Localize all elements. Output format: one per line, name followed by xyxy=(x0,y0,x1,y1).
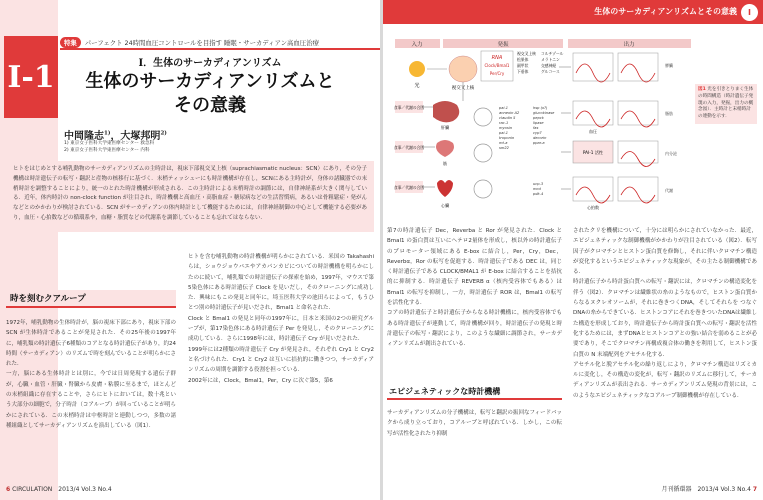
liver2-gene-6: cyp7 xyxy=(533,131,542,135)
series-line xyxy=(60,37,319,48)
adipose-label: 脂肪 xyxy=(665,111,673,116)
liver-gene-8: mt-a xyxy=(499,141,508,145)
liver-gene-4: rac-1 xyxy=(499,121,509,125)
output-panel-7 xyxy=(618,177,658,201)
author-1-sup: 1) xyxy=(104,130,111,137)
running-header xyxy=(383,0,763,24)
author-2: ，大塚邦明 xyxy=(110,131,161,142)
liver-gene-1: pai-1 xyxy=(499,106,509,110)
sun-icon xyxy=(409,61,425,77)
heart-gene-1: ucp-3 xyxy=(533,182,544,186)
figure-caption-number: 図1 xyxy=(698,87,706,92)
chapter-tab: I-1 xyxy=(4,36,58,118)
food-cue-2: 食事／代謝の合図 xyxy=(393,145,425,150)
affiliation-1: 1) 東京女子医科大学東医療センター 救急科 xyxy=(64,141,155,146)
right-body-column-2: されたクリを機構について，十分には明らかにされていなかった．最近，エピジェネティックな制御機構がかかわりが注目されている（図2）．転写因子がクロマチンとヒストン蛋白質を修飾し，それに伴いクロマチン構造が変化するというエピジェネティックな現象が，その主たる制御機構である． 時計遺伝子から時計蛋白質への転写・翻訳には，クロマチンの構造変化を伴う（図2）．クロマチンは繊維状の糸のようなもので，ヒストン蛋白質からなるヌクレオソームが，それに巻きつくDNA，そしてそれらを つなぐDNAの糸からできている．ヒストンコアにそれを巻きついたDNAは繊維した構造を形成しており，時計遺伝子から時計蛋白質への転写・翻訳を活性化するためには，まずDNAとヒストンコアとの強い結合を弱めることが必要であり，そこでクロマチン再構成複合体の働きを利用して，ヒストン蛋白質の N 末端配列をアセチル化する． アセチル化と脱アセチル化の繰り返しにより，クロマチン構造はリズミカルに変化し，その構造の変化が，転写・翻訳のリズムに移行して，サーカディアンリズムが表出される．サーカディアンリズム発現の背景には，このようなエピジェネティックなコアループ制御機構が存在している． xyxy=(573,228,757,399)
osc-header: 発振 xyxy=(497,42,509,48)
right-footer xyxy=(661,484,757,493)
right-organ-labels xyxy=(665,62,678,193)
percry-label: Per/Cry xyxy=(489,71,505,76)
input-header: 入力 xyxy=(411,42,423,48)
title-line-2: その意義 xyxy=(174,95,246,116)
right-page-number: 7 xyxy=(752,486,757,493)
liver-gene-9: sm22 xyxy=(499,146,509,150)
food-cue-1: 食事／代謝の合図 xyxy=(393,105,425,110)
affiliation-2: 2) 東京女子医科大学東医療センター 内科 xyxy=(64,148,150,153)
gene-scn-3: 副甲状 xyxy=(517,63,529,68)
author-1: 中岡隆志 xyxy=(64,131,104,142)
clock-loop-liver-icon xyxy=(474,108,492,126)
right-page xyxy=(383,0,763,500)
liver-gene-2: annexin A2 xyxy=(499,111,520,115)
light-label: 光 xyxy=(414,83,420,89)
output-header: 出力 xyxy=(623,42,635,48)
section-label: I．生体のサーカディアンリズム xyxy=(138,58,282,69)
head-icon xyxy=(449,56,477,82)
article-title xyxy=(60,70,360,118)
output-panel-2 xyxy=(618,53,658,81)
liver-genes xyxy=(498,106,555,196)
figure-caption xyxy=(695,84,757,124)
figure-1 xyxy=(393,37,693,217)
liver2-gene-4: lipase xyxy=(533,121,544,125)
right-body-column-1b: サーカディアンリズムの分子機構は，転写と翻訳の振回なフィードバックから成り立っており，コアループと呼ばれている．しかし，この転写が活性化されたり抑制 xyxy=(387,410,562,437)
output-panel-4 xyxy=(618,101,658,125)
liver-gene-7: troponin xyxy=(499,136,515,140)
liver2-gene-2: glucokinase xyxy=(533,111,555,115)
left-page-number: 6 xyxy=(6,486,11,493)
muscle-icon xyxy=(436,140,454,157)
rna-label: RNA xyxy=(491,55,503,61)
hormone-3: 交感神経 xyxy=(541,63,557,68)
feature-badge: 特集 xyxy=(60,37,81,48)
liver2-gene-7: decorin xyxy=(533,136,547,140)
left-page xyxy=(0,0,380,500)
figure-1-diagram xyxy=(393,37,693,217)
output-label-2: 心拍数 xyxy=(587,205,599,210)
gene-scn-4: 下垂体 xyxy=(517,69,529,74)
author-2-sup: 2) xyxy=(160,130,167,137)
output-panel-3 xyxy=(573,101,613,125)
left-journal: CIRCULATION 2013/4 Vol.3 No.4 xyxy=(12,486,112,493)
heart-gene-2: mcd xyxy=(533,187,541,191)
section-heading: 時を刻むクアループ xyxy=(6,290,176,306)
series-text: パーフェクト 24時間血圧コントロールを目指す 睡眠・サーカディアン高血圧治療 xyxy=(84,39,319,47)
liver-label: 肝臓 xyxy=(440,125,450,130)
liver-gene-3: claudin 5 xyxy=(499,116,516,120)
body-column-2: ヒトを含む哺乳動物の時計機構が明らかにされている．米国の Takahashi らは，ショウジョウバエやアカパンカビについての時計機構を明らかにしたのに続いて，哺乳類での時計遺伝子の探索を始め，1997年，マウスで第5染色体にある時計遺伝子 Clock を見いだし，そのクローニングに成功した．興味にもこの発見と同年に，埼玉医科大学の池田らによって，もうひとつ別の時計遺伝子が見いだされ，Bmal1 と命名された． Clock と Bmal1 の発見と同年の1997年に，日本と米国の2つの研究グループが，第17染色体にある時計遺伝子 Per を発見し，そのクローニングに成功している．さらに1998年には，時計遺伝子 Cry が見いだされた． 1999年には2種類の時計遺伝子 Cry が発見され，それぞれ Cry1 と Cry2 と名づけられた．Cry1 と Cry2 は互いに拮抗的に働きつつ，サーカディアンリズムの周期を調節する役割を担っている． 2002年には，Clock，Bmal1，Per，Cry に次ぐ第5，第6 xyxy=(188,254,374,384)
header-rule xyxy=(60,48,380,50)
clock-label: Clock/Bmal1 xyxy=(484,63,510,68)
hormone-2: メラトニン xyxy=(541,57,560,62)
scn-label: 視交叉上核 xyxy=(451,86,475,91)
liver2-gene-1: hsp (x?) xyxy=(533,106,548,110)
pai1-label: PAI-1 活性 xyxy=(582,150,604,155)
gene-scn-2: 松果体 xyxy=(517,57,529,62)
heart-gene-3: pdk-4 xyxy=(533,192,544,196)
output-panel-6 xyxy=(573,177,613,201)
liver-gene-5: myosin xyxy=(499,126,512,130)
output-label-4: 代謝 xyxy=(665,188,673,193)
hormone-1: コルチゾール xyxy=(541,51,564,56)
pancreas-label: 膵臓 xyxy=(665,63,673,68)
figure-caption-text: 光を引きとりまく生体の時間構造（時計遺伝子発現の入力，発振，出力の概念図）．主時計と末梢時計の連動を示す． xyxy=(698,87,754,120)
heart-label: 心臓 xyxy=(440,203,450,208)
liver2-gene-5: fas xyxy=(533,126,539,130)
body-column-1: 1972年，哺乳動物の生体時計が，脳の視床下部にあり，視床下部の SCN が生体時計であることが発見された．その25年後の1997年に，哺乳類の時計遺伝子6種類のコアとなる時計遺伝子があり，約24時間（サーカディアン）のリズムで時を刻んでいることが明らかにされた． 一方，脳にある生体時計とは別に，今では日周発現する遺伝子群が，心臓・血管・肝臓・腎臓から皮膚・粘膜に至るまで，ほとんどの末梢組織に存在することや，さらにヒトにおいては，数十兆という大部分の細胞で，分子時計（コアループ）が回っていることが明らかにされている．この末梢時計は中枢時計と連動しつつ，多数の諸種組織としてサーカディアンリズムを演出している（図1）． xyxy=(6,320,176,429)
food-cue-3: 食事／代謝の合図 xyxy=(393,185,425,190)
running-header-title: 生体のサーカディアンリズムとその意義 xyxy=(594,7,737,16)
right-journal: 月刊循環器 2013/4 Vol.3 No.4 xyxy=(661,486,751,493)
section-heading-epigenetic: エピジェネティックな時計機構 xyxy=(387,386,562,400)
clock-loop-muscle-icon xyxy=(474,144,492,162)
right-body-column-1: 第7の時計遺伝子 Dec，Reverba と Ror が発見された．Clock と Bmal1 の蛋白質は互いにヘテロ2量体を形成し，核以外の時計遺伝子のプロモーター領域にある E-box に結合し，Per，Cry，Dec，Reverbα，Ror の転写を促進する．時計遺伝子である DEC は，同じく時計遺伝子である CLOCK/BMAL1 が E-box に結合することを拮抗的に抑制する．時計遺伝子 REVERB α（核内受容体でもある）は Bmal1 の転写を抑制し，一方，時計遺伝子 ROR は，Bmal1 の転写を活性化する． コアの時計遺伝子と時計遺伝子からなる時計機構に，核内受容体でもある時計遺伝子が連動して，時計機構が回り，時計遺伝子の発現と時計遺伝子の転写・翻訳により，このような繊細に調節され，サーカディアンリズムが創出されている． xyxy=(387,228,562,348)
gene-scn-1: 視交叉上核 xyxy=(517,51,536,56)
left-footer xyxy=(6,484,112,493)
liver-gene-6: pai-1 xyxy=(499,131,509,135)
output-label-1: 血圧 xyxy=(589,129,597,134)
clock-loop-heart-icon xyxy=(474,180,492,198)
liver2-gene-8: ppar-a xyxy=(533,141,545,145)
heart-icon xyxy=(437,180,453,197)
affiliations xyxy=(64,140,154,154)
title-line-1: 生体のサーカディアンリズムと xyxy=(85,71,335,92)
output-panel-1 xyxy=(573,53,613,81)
muscle-label: 筋 xyxy=(442,161,448,166)
chapter-marker: I xyxy=(741,4,758,21)
liver-icon xyxy=(433,101,459,122)
output-panels xyxy=(573,53,658,210)
liver2-gene-3: pepck xyxy=(533,116,544,120)
output-label-3: 内分泌 xyxy=(665,151,677,156)
hormone-4: グルコース xyxy=(541,69,560,74)
abstract: ヒトをはじめとする哺乳動物のサーカディアンリズムの主時計は，視床下部視交叉上核（suprachiasmatic nucleus：SCN）にあり，その分子機構は時計遺伝子の転写・翻訳と産物の核移行に基づく．末梢ティッシューにも時計機構が存在し，SCNにある主時計が，身体の諸臓器での末梢時計を調整することにより，統一のとれた時計機構が形成される．この主時計による末梢時計の調節には，自律神経系が大きく関与している．近年，体内時計の non-clock function が注目され，時計機構と高血圧・高脂血症・糖尿病などの生活習慣病，あるいは骨粗鬆症・発がんなどとのかかわりが検討されている．SCN がサーカディアンの体内時計として機能するためには，自律神経制御の中心として機能する必要があり，血圧・心拍数などの循環系や，血糖・脂質などの代謝系を調節していることも忘れてはならない． xyxy=(6,161,374,232)
